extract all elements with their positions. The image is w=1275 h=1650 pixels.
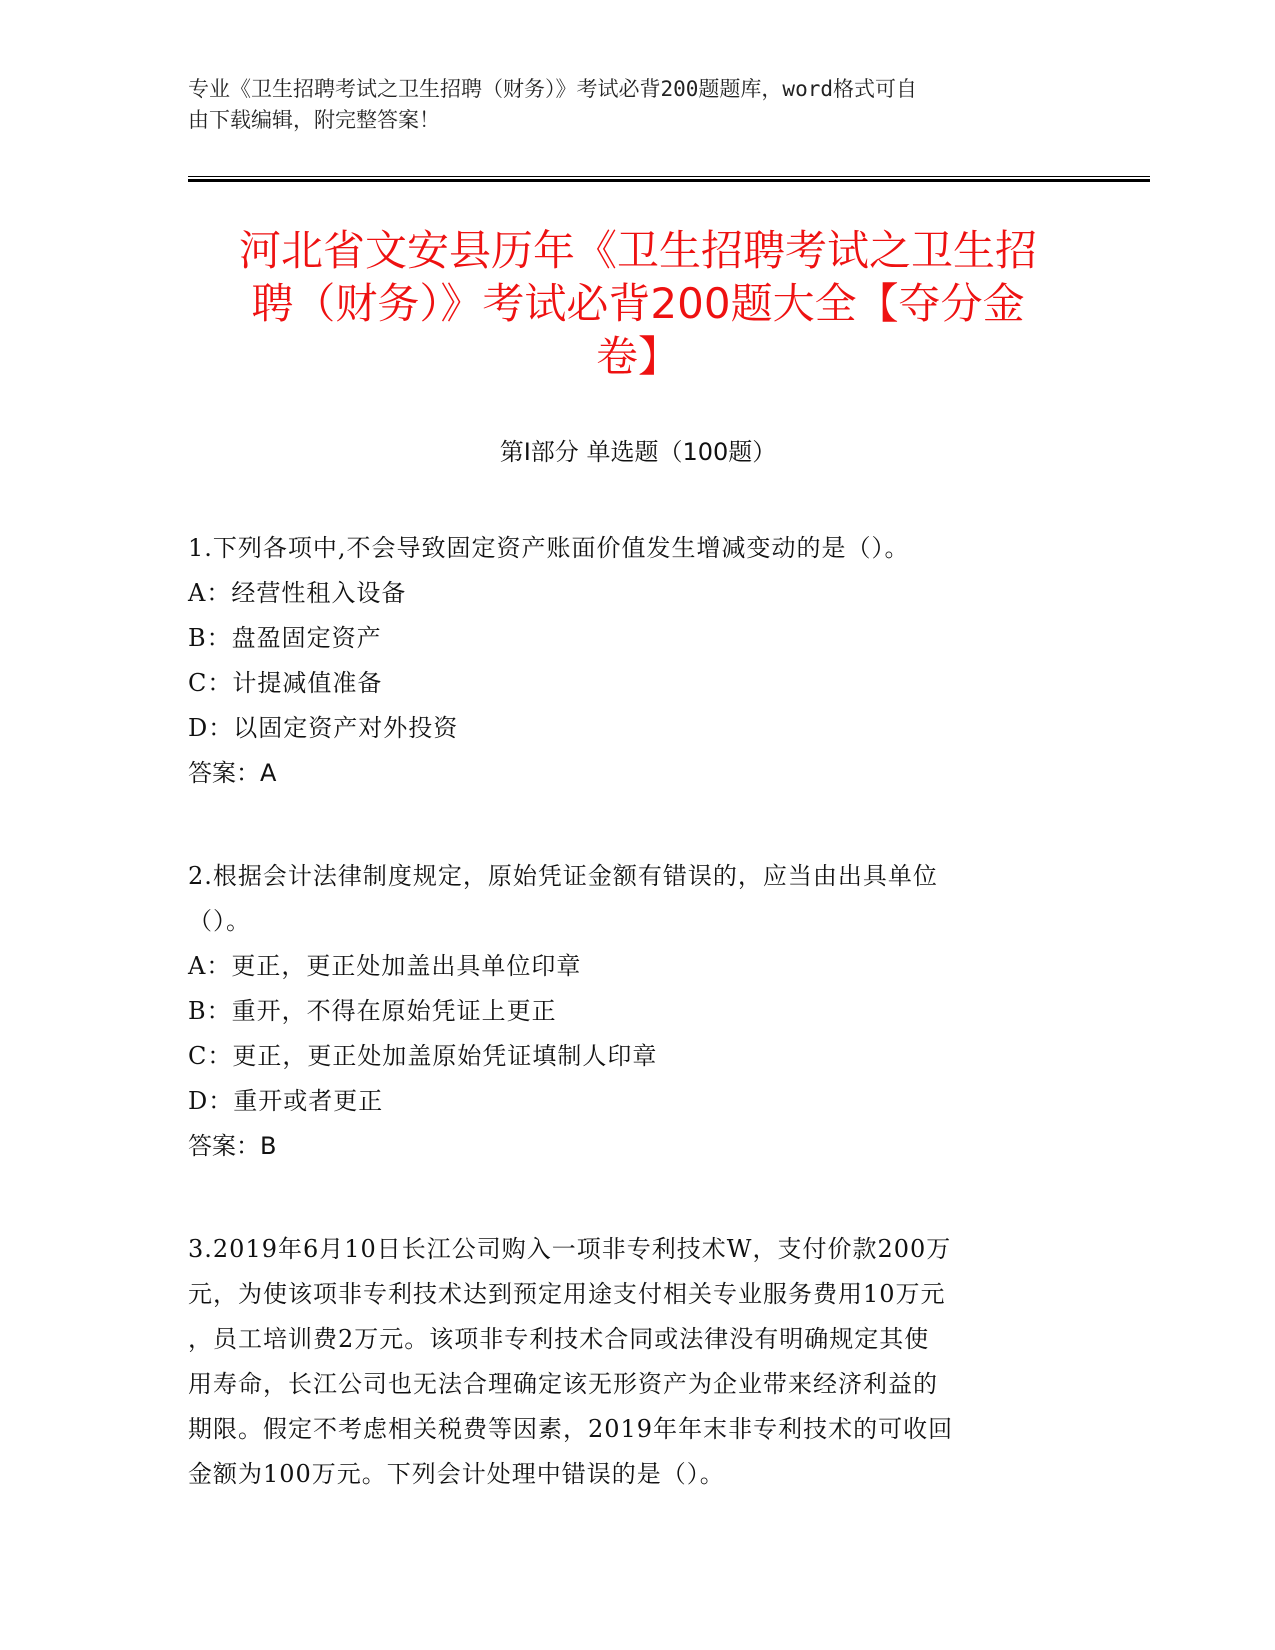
option-b: B：盘盈固定资产 — [188, 624, 382, 652]
question-1 — [188, 526, 1068, 796]
question-list — [188, 526, 1068, 1555]
header-note-line: 由下载编辑，附完整答案！ — [188, 108, 440, 132]
option-c: C：更正，更正处加盖原始凭证填制人印章 — [188, 1042, 658, 1070]
option-d: D：重开或者更正 — [188, 1087, 384, 1115]
option-a: A：更正，更正处加盖出具单位印章 — [188, 952, 582, 980]
section-title: 第I部分 单选题（100题） — [499, 438, 777, 466]
question-stem: 金额为100万元。下列会计处理中错误的是（）。 — [188, 1460, 725, 1488]
question-3 — [188, 1227, 1068, 1497]
header-divider — [188, 176, 1150, 182]
answer: 答案：A — [188, 759, 277, 787]
option-d: D：以固定资产对外投资 — [188, 714, 459, 742]
title-line: 聘（财务）》考试必背200题大全【夺分金 — [251, 279, 1025, 328]
question-stem: ，员工培训费2万元。该项非专利技术合同或法律没有明确规定其使 — [188, 1325, 930, 1353]
header-note-line: 专业《卫生招聘考试之卫生招聘（财务）》考试必背200题题库，word格式可自 — [188, 77, 917, 101]
question-stem: （）。 — [188, 907, 251, 935]
option-b: B：重开，不得在原始凭证上更正 — [188, 997, 557, 1025]
question-stem: 1.下列各项中,不会导致固定资产账面价值发生增减变动的是（）。 — [188, 534, 910, 562]
title-line: 河北省文安县历年《卫生招聘考试之卫生招 — [238, 226, 1037, 275]
question-stem: 期限。假定不考虑相关税费等因素，2019年年末非专利技术的可收回 — [188, 1415, 954, 1443]
divider-thin-line — [188, 176, 1150, 177]
option-c: C：计提减值准备 — [188, 669, 383, 697]
question-stem: 用寿命，长江公司也无法合理确定该无形资产为企业带来经济利益的 — [188, 1370, 938, 1398]
document-title — [188, 224, 1088, 383]
header-note — [188, 74, 1088, 136]
question-stem: 元，为使该项非专利技术达到预定用途支付相关专业服务费用10万元 — [188, 1280, 946, 1308]
question-2 — [188, 854, 1068, 1169]
answer: 答案：B — [188, 1132, 277, 1160]
option-a: A：经营性租入设备 — [188, 579, 407, 607]
question-stem: 3.2019年6月10日长江公司购入一项非专利技术W，支付价款200万 — [188, 1235, 952, 1263]
divider-thick-line — [188, 179, 1150, 182]
question-stem: 2.根据会计法律制度规定，原始凭证金额有错误的，应当由出具单位 — [188, 862, 938, 890]
title-line: 卷】 — [595, 332, 680, 381]
